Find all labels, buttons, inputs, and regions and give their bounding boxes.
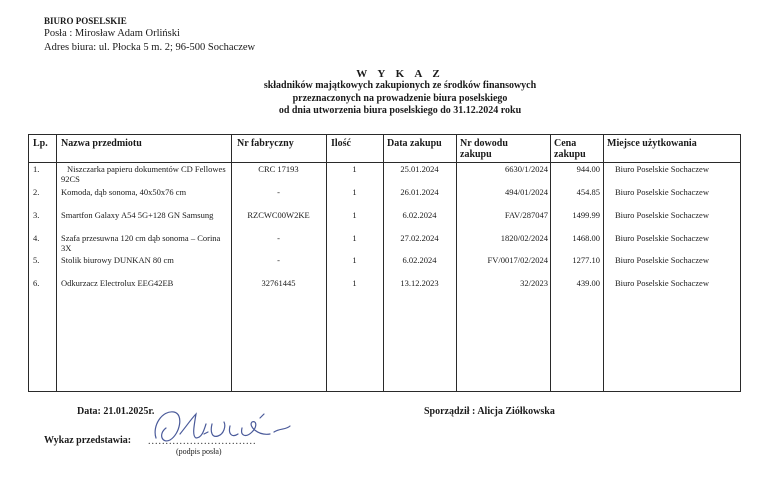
cell-doc: 32/2023 bbox=[520, 278, 548, 288]
cell-serial: 32761445 bbox=[261, 278, 296, 288]
title-line-2: przeznaczonych na prowadzenie biura poselskiego bbox=[292, 92, 508, 104]
cell-serial: - bbox=[277, 187, 280, 197]
header-serial: Nr fabryczny bbox=[237, 138, 294, 149]
cell-doc: 494/01/2024 bbox=[505, 187, 548, 197]
cell-date: 26.01.2024 bbox=[400, 187, 439, 197]
cell-price: 1277.10 bbox=[572, 255, 600, 265]
cell-place: Biuro Poselskie Sochaczew bbox=[615, 164, 709, 174]
footer-presented-by: Wykaz przedstawia: bbox=[44, 435, 132, 446]
cell-qty: 1 bbox=[352, 187, 357, 197]
cell-name: Komoda, dąb sonoma, 40x50x76 cm bbox=[61, 187, 187, 197]
cell-doc: FV/0017/02/2024 bbox=[487, 255, 548, 265]
cell-place: Biuro Poselskie Sochaczew bbox=[615, 233, 709, 243]
cell-date: 27.02.2024 bbox=[400, 233, 439, 243]
footer-prepared-by: Sporządził : Alicja Ziółkowska bbox=[424, 406, 555, 417]
col-divider bbox=[383, 135, 384, 391]
cell-lp: 5. bbox=[33, 255, 40, 265]
cell-date: 6.02.2024 bbox=[402, 255, 437, 265]
cell-lp: 1. bbox=[33, 164, 40, 174]
cell-date: 6.02.2024 bbox=[402, 210, 437, 220]
cell-price: 944.00 bbox=[576, 164, 600, 174]
cell-lp: 2. bbox=[33, 187, 40, 197]
cell-qty: 1 bbox=[352, 278, 357, 288]
assets-table bbox=[28, 134, 741, 392]
org-name: BIURO POSELSKIE bbox=[44, 16, 127, 26]
col-divider bbox=[231, 135, 232, 391]
header-divider bbox=[29, 162, 740, 163]
title-line-3: od dnia utworzenia biura poselskiego do 31.12.2024 roku bbox=[278, 105, 522, 116]
cell-place: Biuro Poselskie Sochaczew bbox=[615, 187, 709, 197]
cell-name: Szafa przesuwna 120 cm dąb sonoma – Corina 3X bbox=[61, 233, 221, 253]
title-line-1: składników majątkowych zakupionych ze środków finansowych bbox=[263, 80, 537, 91]
cell-price: 1499.99 bbox=[572, 210, 600, 220]
cell-lp: 4. bbox=[33, 233, 40, 243]
cell-date: 25.01.2024 bbox=[400, 164, 439, 174]
header-qty: Ilość bbox=[331, 138, 351, 149]
cell-price: 1468.00 bbox=[572, 233, 600, 243]
cell-name: Niszczarka papieru dokumentów CD Fellowes 92CS bbox=[61, 164, 226, 184]
cell-doc: 1820/02/2024 bbox=[500, 233, 548, 243]
cell-qty: 1 bbox=[352, 164, 357, 174]
header-date: Data zakupu bbox=[387, 138, 442, 149]
cell-serial: - bbox=[277, 233, 280, 243]
header-price: Cena zakupu bbox=[554, 138, 586, 160]
col-divider bbox=[550, 135, 551, 391]
office-address: Adres biura: ul. Płocka 5 m. 2; 96-500 Sochaczew bbox=[44, 42, 256, 53]
cell-date: 13.12.2023 bbox=[400, 278, 439, 288]
col-divider bbox=[456, 135, 457, 391]
cell-qty: 1 bbox=[352, 233, 357, 243]
cell-doc: FAV/287047 bbox=[504, 210, 548, 220]
cell-price: 439.00 bbox=[576, 278, 600, 288]
handwritten-signature bbox=[140, 404, 300, 450]
cell-place: Biuro Poselskie Sochaczew bbox=[615, 255, 709, 265]
cell-name: Smartfon Galaxy A54 5G+128 GN Samsung bbox=[61, 210, 214, 220]
cell-serial: RZCWC00W2KE bbox=[247, 210, 310, 220]
signature-note: (podpis posła) bbox=[176, 447, 222, 456]
cell-qty: 1 bbox=[352, 255, 357, 265]
cell-qty: 1 bbox=[352, 210, 357, 220]
header-place: Miejsce użytkowania bbox=[607, 138, 697, 149]
header-lp: Lp. bbox=[33, 138, 48, 149]
cell-serial: - bbox=[277, 255, 280, 265]
posel-name: Posła : Mirosław Adam Orliński bbox=[44, 28, 180, 39]
col-divider bbox=[326, 135, 327, 391]
cell-name: Odkurzacz Electrolux EEG42EB bbox=[61, 278, 174, 288]
cell-lp: 3. bbox=[33, 210, 40, 220]
signature-line: ............................... bbox=[148, 436, 257, 447]
cell-doc: 6630/1/2024 bbox=[505, 164, 548, 174]
title-main: W Y K A Z bbox=[356, 68, 444, 80]
header-doc: Nr dowodu zakupu bbox=[460, 138, 508, 160]
cell-place: Biuro Poselskie Sochaczew bbox=[615, 210, 709, 220]
cell-place: Biuro Poselskie Sochaczew bbox=[615, 278, 709, 288]
cell-price: 454.85 bbox=[576, 187, 600, 197]
col-divider bbox=[603, 135, 604, 391]
cell-serial: CRC 17193 bbox=[258, 164, 299, 174]
header-name: Nazwa przedmiotu bbox=[61, 138, 142, 149]
footer-date: Data: 21.01.2025r. bbox=[77, 406, 155, 417]
cell-lp: 6. bbox=[33, 278, 40, 288]
cell-name: Stolik biurowy DUNKAN 80 cm bbox=[61, 255, 174, 265]
document-title bbox=[200, 68, 600, 118]
col-divider bbox=[56, 135, 57, 391]
